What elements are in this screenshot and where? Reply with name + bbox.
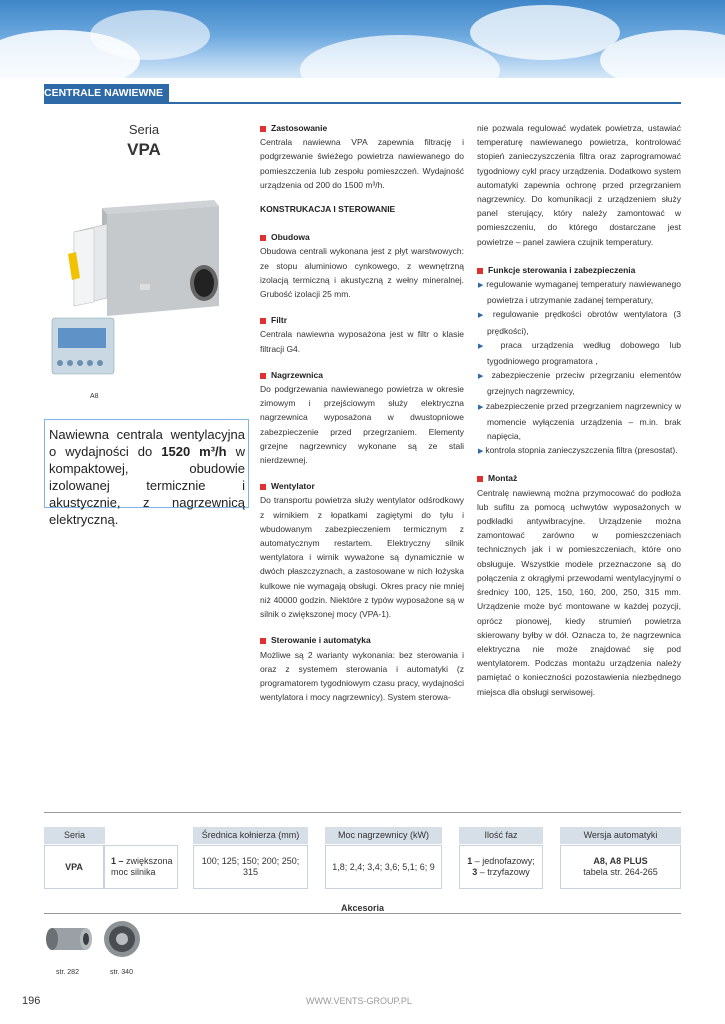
red-square-icon: [477, 268, 483, 274]
list-item: ▶ zabezpieczenie przed przegrzaniem nagrzewnicy w momencie wyłączenia urządzenia – m.in. brak napięcia,: [478, 400, 681, 442]
table-cell: 1 – zwiększona moc silnika: [104, 845, 178, 889]
red-square-icon: [260, 373, 266, 379]
section-title: Filtr: [260, 313, 464, 327]
section-title: Obudowa: [260, 230, 464, 244]
duct-damper-image: [100, 918, 144, 960]
divider: [44, 812, 681, 813]
image-caption: A8: [90, 393, 99, 400]
table-cell: 1 – jednofazowy; 3 – trzyfazowy: [459, 845, 543, 889]
accessory-page-ref: str. 340: [110, 969, 133, 976]
red-square-icon: [260, 235, 266, 241]
header-sky-banner: [0, 0, 725, 78]
section-text: Obudowa centrali wykonana jest z płyt warstwowych: ze stopu aluminiowo cynkowego, z wewnętrzną izolacją termiczną i akustyczną z wełny mineralnej. Grubość izolacji 25 mm.: [260, 246, 464, 300]
bullet-arrow-icon: ▶: [478, 312, 493, 320]
series-name: VPA: [127, 140, 161, 159]
category-underline: [44, 102, 681, 104]
list-item: ▶ praca urządzenia według dobowego lub tygodniowego programatora ,: [478, 339, 681, 367]
product-image: [44, 178, 244, 393]
table-header: Średnica kołnierza (mm): [193, 827, 308, 844]
section-title: Zastosowanie: [260, 121, 464, 135]
table-cell: 100; 125; 150; 200; 250; 315: [193, 845, 308, 889]
table-header: Wersja automatyki: [560, 827, 681, 844]
accessory-page-ref: str. 282: [56, 969, 79, 976]
text-column-1: [260, 121, 464, 704]
category-tab: [44, 84, 169, 103]
list-item: ▶ regulowanie wymaganej temperatury nawiewanego powietrza i utrzymanie zadanej temperatury,: [478, 279, 681, 306]
table-cell: A8, A8 PLUS tabela str. 264-265: [560, 845, 681, 889]
section-text: Możliwe są 2 warianty wykonania: bez sterowania i oraz z systemem sterowania i automatyki (z programatorem tygodniowym czasu pracy, wydajności wentylatora i mocy nagrzewnicy). System sterowa-: [260, 649, 464, 703]
red-square-icon: [477, 476, 483, 482]
list-item: ▶ regulowanie prędkości obrotów wentylatora (3 prędkości),: [478, 309, 681, 336]
list-item: ▶ kontrola stopnia zanieczyszczenia filtra (presostat).: [478, 445, 678, 456]
section-title: Sterowanie i automatyka: [260, 633, 464, 647]
table-cell: 1,8; 2,4; 3,4; 3,6; 5,1; 6; 9: [325, 845, 442, 889]
series-label: Seria: [128, 122, 160, 137]
bullet-arrow-icon: ▶: [478, 342, 501, 350]
text-column-2: [477, 121, 681, 699]
section-title: Funkcje sterowania i zabezpieczenia: [477, 263, 681, 277]
accessories-divider: [44, 913, 681, 914]
list-item: ▶ zabezpieczenie przeciw przegrzaniu elementów grzejnych nagrzewnicy,: [478, 370, 681, 397]
section-title: Wentylator: [260, 479, 464, 493]
bullet-arrow-icon: ▶: [478, 448, 486, 456]
section-heading: KONSTRUKACJA I STEROWANIE: [260, 204, 396, 215]
section-title: Nagrzewnica: [260, 368, 464, 382]
red-square-icon: [260, 126, 266, 132]
table-header: Ilość faz: [459, 827, 543, 844]
table-cell: VPA: [44, 845, 104, 889]
page-number: 196: [22, 995, 41, 1007]
table-header: Moc nagrzewnicy (kW): [325, 827, 442, 844]
section-text: Centrala nawiewna VPA zapewnia filtrację i podgrzewanie świeżego powietrza nawiewanego do pomieszczenia lub zespołu pomieszczeń. Wydajność urządzenia od 200 do 1500 m³/h.: [260, 137, 464, 190]
duct-silencer-image: [44, 920, 94, 958]
section-text: Do podgrzewania nawiewanego powietrza w okresie zimowym i przejściowym służy elektryczna nagrzewnica wyposażona w dwustopniowe zabezpieczenie przed przegrzaniem. Elementy grzejne nagrzewnicy wykonane są ze stali nierdzewnej.: [260, 384, 464, 466]
section-text: nie pozwala regulować wydatek powietrza, ustawiać temperaturę nawiewanego powietrza, kontrolować stopień zanieczyszczenia filtra oraz zaprogramować tygodniowy cykl pracy urządzenia. Dodatkowo system automatyki zapewnia ochronę przed przegrzaniem nagrzewnicy. Do komunikacji z urządzeniem służy panel sterujący, który należy zamontować w pomieszczeniu, do którego dostarczane jest powietrze – panel zawiera czujnik temperatury.: [477, 123, 681, 247]
section-text: Do transportu powietrza służy wentylator odśrodkowy z wirnikiem z łopatkami zagiętymi do tyłu i wbudowanym zabezpieczeniem termicznym z automatycznym restartem. Elektryczny silnik wentylatora i wirnik wyważone są dynamicznie w dwóch płaszczyznach, a zastosowane w nich łożyska kulkowe nie wymagają obsługi. Okres pracy nie mniej niż 40000 godzin. Niektóre z typów wyposażone są w silnik o zwiększonej mocy (VPA-1).: [260, 495, 464, 620]
product-description: Nawiewna centrala wentylacyjna o wydajności do 1520 m³/h w kompaktowej, obudowie izolowanej termicznie i akustycznie, z nagrzewnicą elektryczną.: [49, 427, 245, 527]
bullet-arrow-icon: ▶: [478, 373, 492, 381]
description-box: [44, 419, 249, 527]
section-text: Centralę nawiewną można przymocować do podłoża lub sufitu za pomocą uchwytów wyposażonych w podkładki antywibracyjne. Urządzenie można zamontować zarówno w pomieszczeniach technicznych jak i w pomieszczeniach, które ono obsługuje. Wszystkie modele przeznaczone są do połączenia z okrągłymi przewodami wentylacyjnymi o średnicy 100, 125, 150, 160, 200, 250, 315 mm. Urządzenie może być montowane w każdej pozycji, oprócz pionowej, kiedy strumień powietrza skierowany byłby w dół. Oznacza to, że nagrzewnica elektryczna nie może znajdować się pod wentylatorem. Podczas montażu urządzenia należy pamiętać o konieczności pozostawienia niezbędnego miejsca dla obsługi serwisowej.: [477, 487, 681, 697]
section-title: Montaż: [477, 471, 681, 485]
red-square-icon: [260, 484, 266, 490]
bullet-arrow-icon: ▶: [478, 403, 486, 411]
table-header: Seria: [44, 827, 105, 844]
red-square-icon: [260, 318, 266, 324]
category-title: CENTRALE NAWIEWNE: [44, 87, 163, 99]
red-square-icon: [260, 638, 266, 644]
section-text: Centrala nawiewna wyposażona jest w filtr o klasie filtracji G4.: [260, 329, 464, 354]
bullet-arrow-icon: ▶: [478, 282, 487, 290]
accessories-label: Akcesoria: [335, 903, 390, 913]
footer-url[interactable]: WWW.VENTS-GROUP.PL: [306, 996, 412, 1006]
